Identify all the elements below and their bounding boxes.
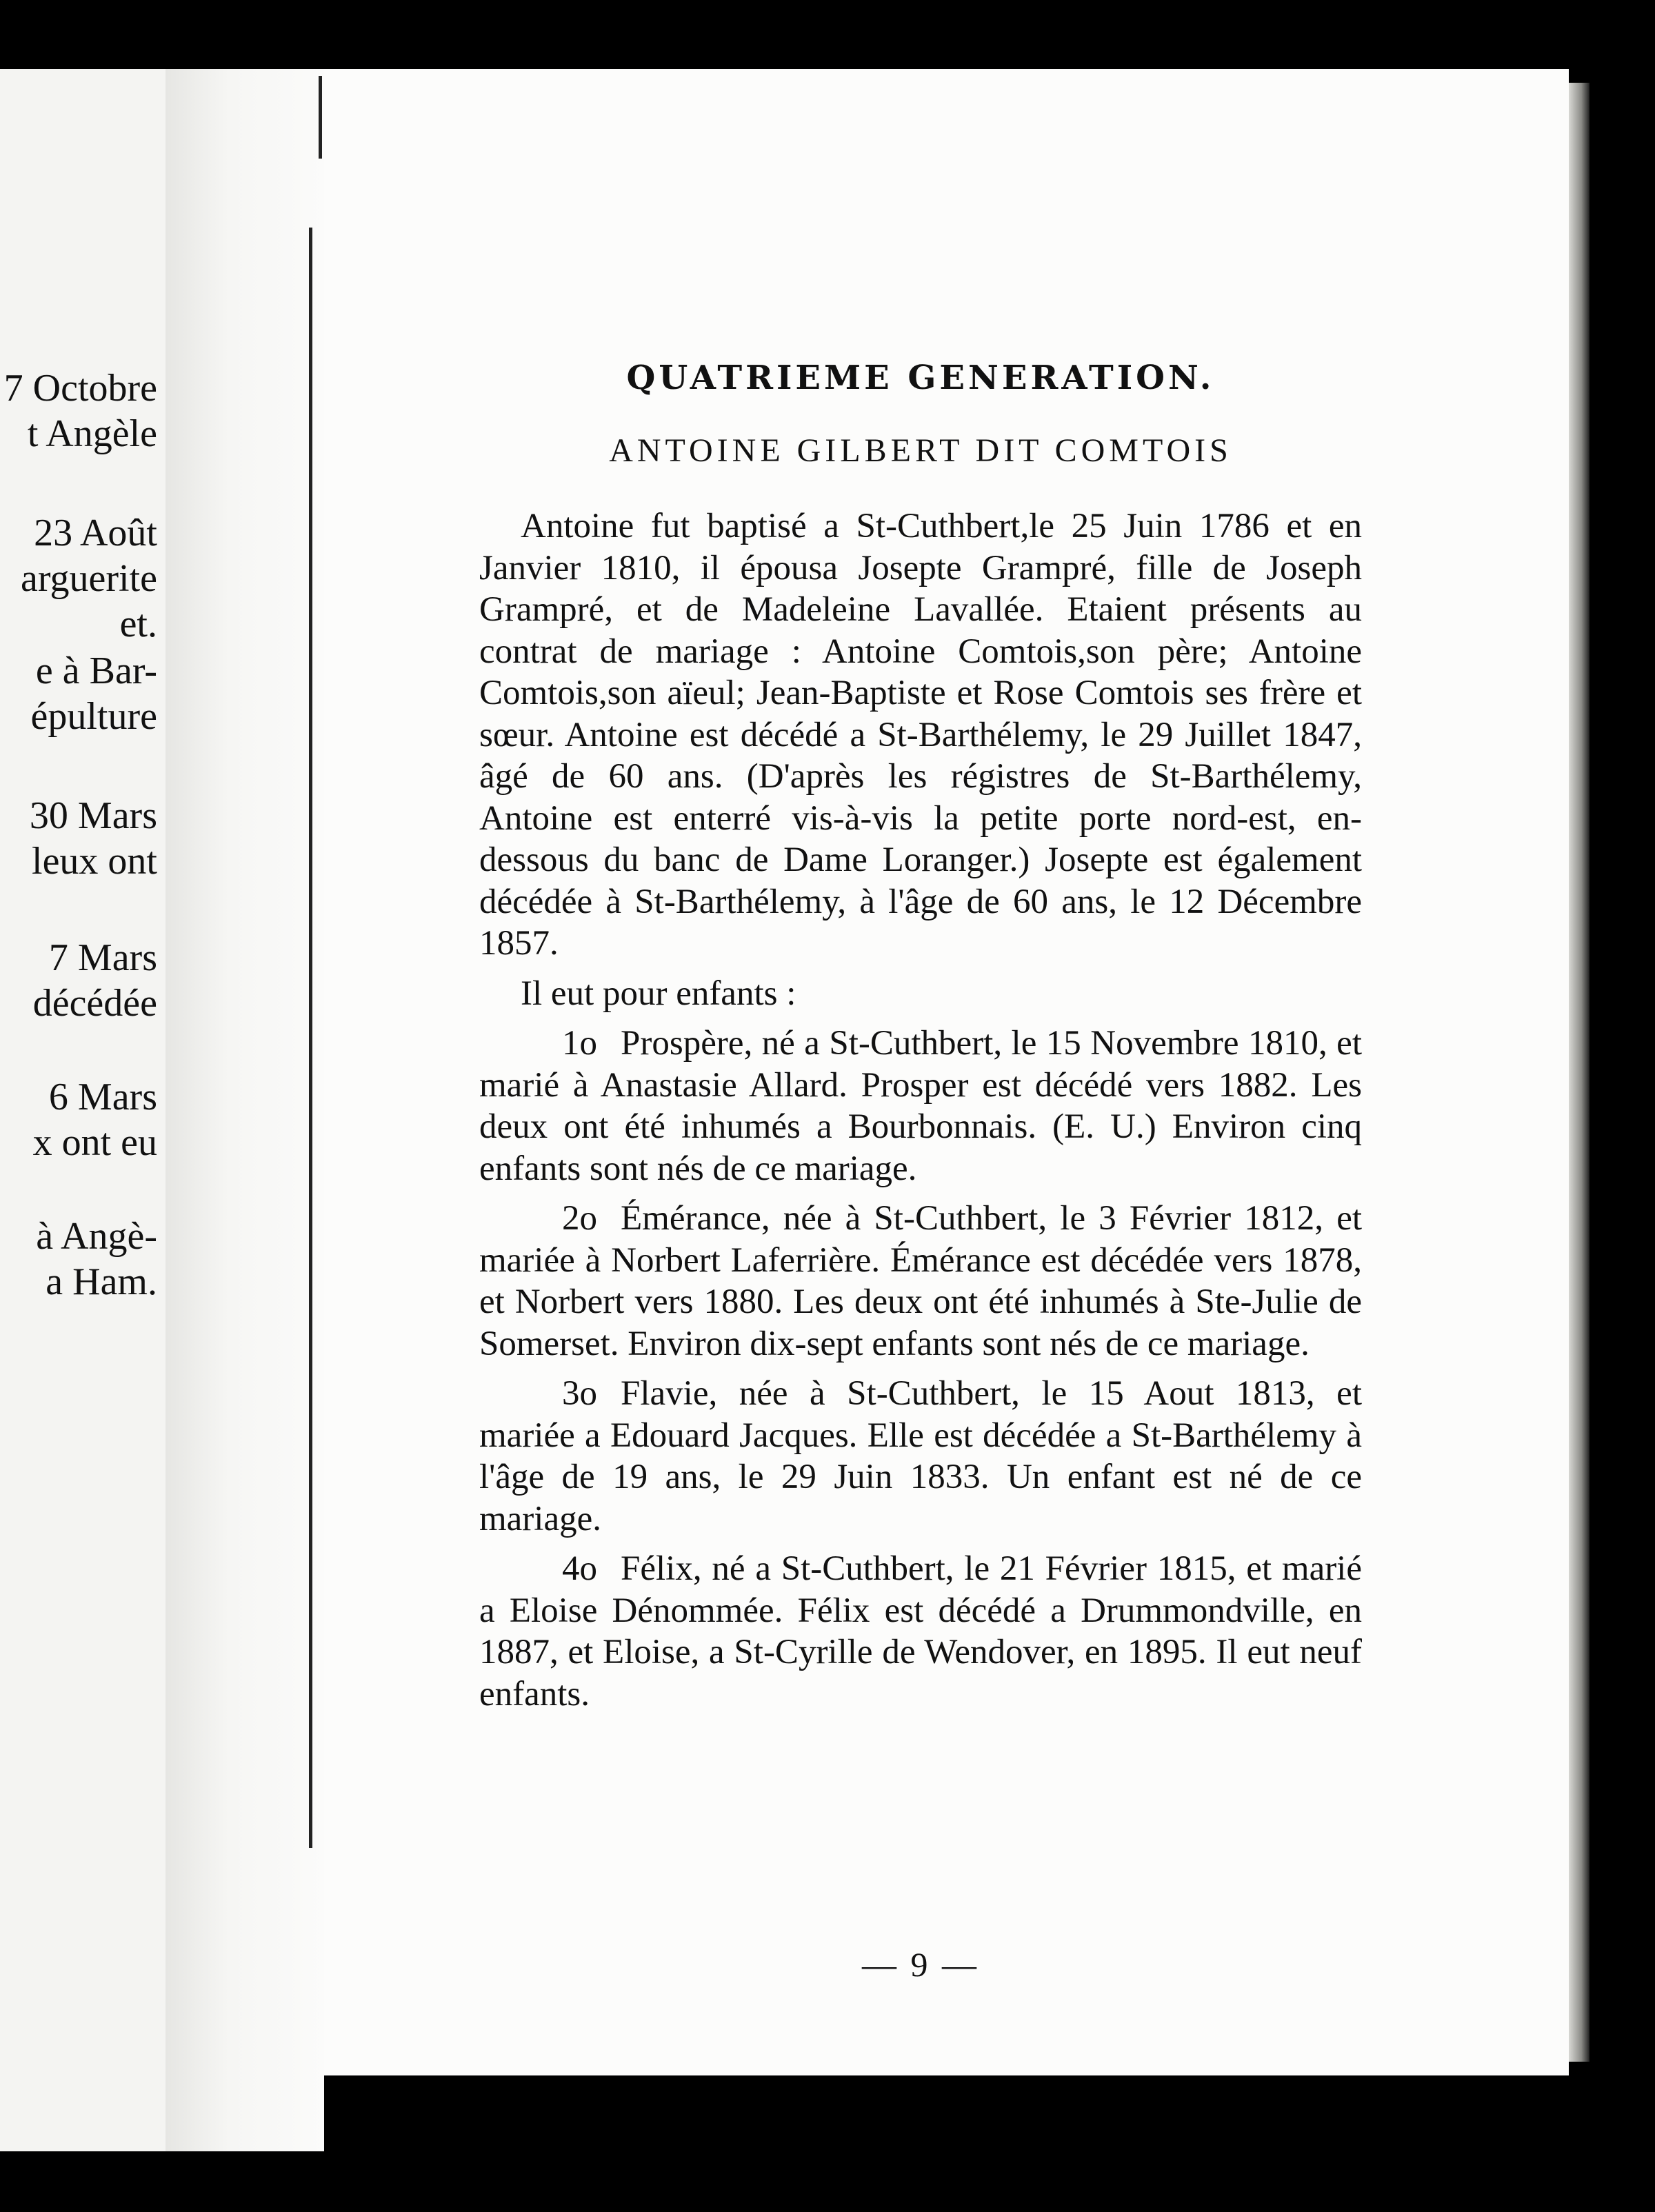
book-page: [324, 69, 1569, 2075]
left-fragment: épulture: [30, 695, 157, 738]
chapter-heading: QUATRIEME GENERATION.: [626, 359, 1215, 397]
children-intro: Il eut pour enfants :: [521, 974, 796, 1013]
left-fragment: t Angèle: [27, 412, 157, 455]
child-entry: [479, 1548, 1362, 1715]
book-gutter: [166, 69, 324, 2151]
page-edge-shadow: [1569, 83, 1589, 2062]
child-text: Prospère, né a St-Cuthbert, le 15 Novembre 1810, et marié à Anastasie Allard. Prosper est décédé vers 1882. Les deux ont été inhumés a Bourbonnais. (E. U.) Environ cinq enfants sont nés de ce mariage.: [479, 1024, 1362, 1188]
child-number: 3o: [562, 1374, 597, 1413]
left-fragment: 7 Mars: [48, 936, 157, 979]
left-fragment: 30 Mars: [29, 794, 157, 837]
left-fragment: 6 Mars: [48, 1076, 157, 1118]
child-number: 4o: [562, 1549, 597, 1588]
left-fragment: x ont eu: [32, 1121, 157, 1164]
child-text: Émérance, née à St-Cuthbert, le 3 Février 1812, et mariée à Norbert Laferrière. Émérance est décédée vers 1878, et Norbert vers 1880. Les deux ont été inhumés à Ste-Julie de Somerset. Environ dix-sept enfants sont nés de ce mariage.: [479, 1199, 1362, 1363]
left-fragment: a Ham.: [46, 1260, 157, 1303]
page-number: — 9 —: [862, 1945, 979, 1984]
left-fragment: e à Bar-: [35, 650, 157, 692]
left-fragment: leux ont: [32, 840, 157, 883]
intro-paragraph: Antoine fut baptisé a St-Cuthbert,le 25 Juin 1786 et en Janvier 1810, il épousa Josepte Grampré, fille de Joseph Grampré, et de Madeleine Lavallée. Etaient présents au contrat de mariage : Antoine Comtois,son père; Antoine Comtois,son aïeul; Jean-Baptiste et Rose Comtois ses frère et sœur. Antoine est décédé a St-Barthélemy, le 29 Juillet 1847, âgé de 60 ans. (D'après les régistres de St-Barthélemy, Antoine est enterré vis-à-vis la petite porte nord-est, en-dessous du banc de Dame Loranger.) Josepte est également décédée à St-Barthélemy, à l'âge de 60 ans, le 12 Décembre 1857.: [479, 507, 1362, 963]
left-fragment: décédée: [32, 982, 157, 1025]
child-text: Félix, né a St-Cuthbert, le 21 Février 1815, et marié a Eloise Dénommée. Félix est décédé a Drummondville, en 1887, et Eloise, a St-Cyrille de Wendover, en 1895. Il eut neuf enfants.: [479, 1549, 1362, 1713]
child-text: Flavie, née à St-Cuthbert, le 15 Aout 1813, et mariée a Edouard Jacques. Elle est décédée a St-Barthélemy à l'âge de 19 ans, le 29 Juin 1833. Un enfant est né de ce mariage.: [479, 1374, 1362, 1538]
child-entry: [479, 1198, 1362, 1365]
left-fragment: à Angè-: [36, 1215, 157, 1258]
left-fragment: et.: [119, 603, 157, 645]
left-fragment: 23 Août: [34, 512, 157, 554]
left-fragment: arguerite: [21, 557, 157, 600]
child-number: 1o: [562, 1024, 597, 1063]
child-entry: [479, 1373, 1362, 1540]
child-number: 2o: [562, 1199, 597, 1238]
section-subheading: ANTOINE GILBERT DIT COMTOIS: [609, 432, 1232, 469]
previous-page-fragment: [0, 69, 166, 2151]
child-entry: [479, 1023, 1362, 1189]
gutter-crease: [309, 228, 312, 1848]
page-content: [479, 359, 1362, 1723]
gutter-crease-top: [319, 76, 322, 159]
left-fragment: 7 Octobre: [3, 367, 157, 410]
